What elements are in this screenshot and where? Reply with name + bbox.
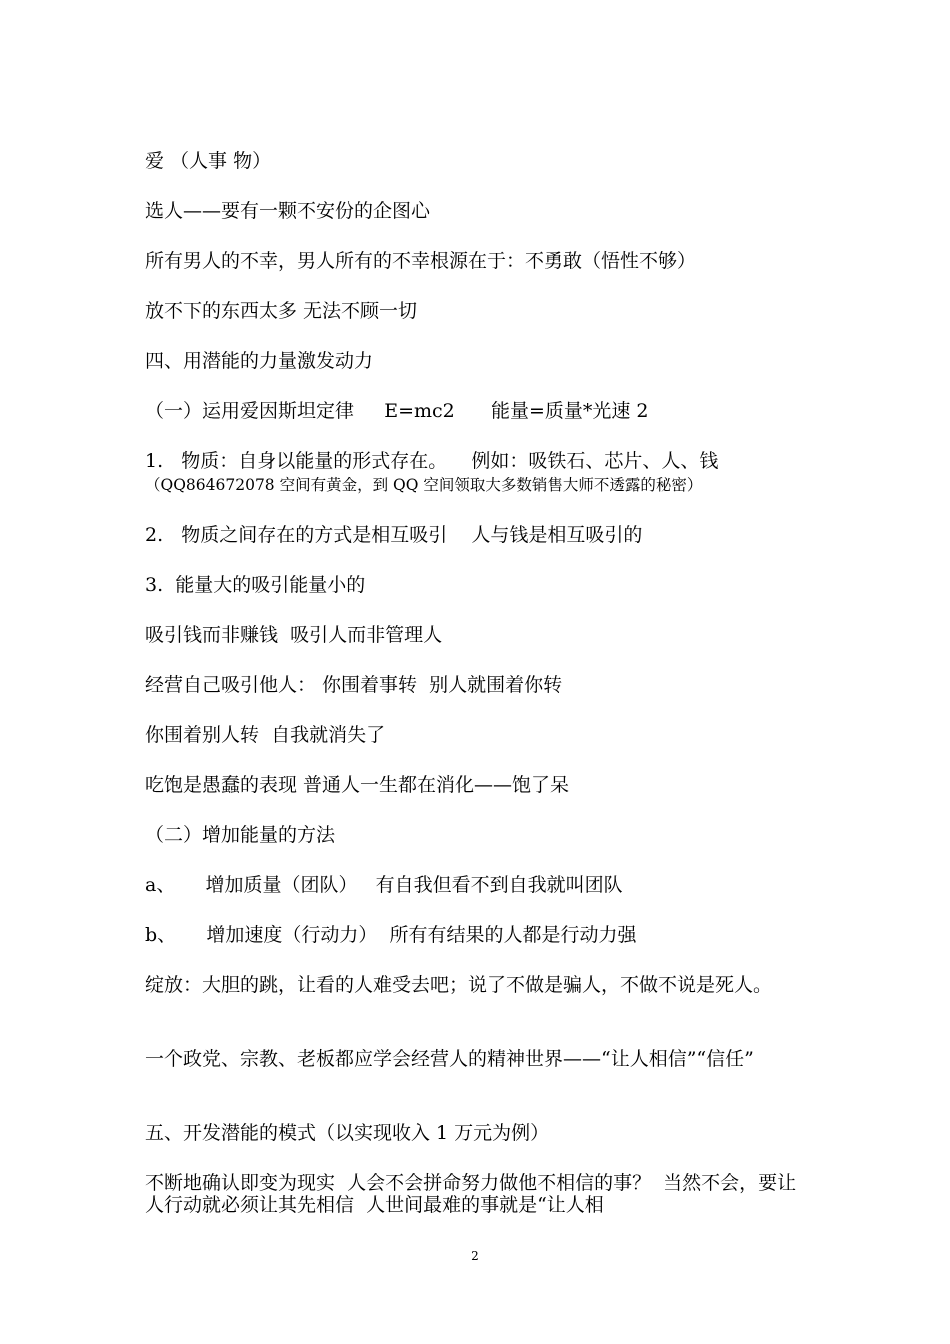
- paragraph: 不断地确认即变为现实 人会不会拼命努力做他不相信的事？ 当然不会，要让人行动就必须让其先相信 人世间最难的事就是“让人相: [145, 1172, 797, 1216]
- text-line: 放不下的东西太多 无法不顾一切: [145, 300, 418, 322]
- text-line: 爱 （人事 物）: [145, 150, 272, 172]
- subsection-heading: （二）增加能量的方法: [145, 824, 336, 846]
- list-item: 3. 能量大的吸引能量小的: [145, 574, 366, 596]
- text-line: 经营自己吸引他人： 你围着事转 别人就围着你转: [145, 674, 563, 696]
- section-heading: 四、用潜能的力量激发动力: [145, 350, 374, 372]
- text-line: 吸引钱而非赚钱 吸引人而非管理人: [145, 624, 443, 646]
- section-heading: 五、开发潜能的模式（以实现收入 1 万元为例）: [145, 1122, 550, 1144]
- list-item: 2. 物质之间存在的方式是相互吸引 人与钱是相互吸引的: [145, 524, 643, 546]
- note-line: （QQ864672078 空间有黄金，到 QQ 空间领取大多数销售大师不透露的秘密）: [145, 476, 703, 494]
- subsection-heading: （一）运用爱因斯坦定律 E=mc2 能量=质量*光速 2: [145, 400, 649, 422]
- list-item: 1. 物质：自身以能量的形式存在。 例如：吸铁石、芯片、人、钱: [145, 450, 719, 472]
- paragraph: 一个政党、宗教、老板都应学会经营人的精神世界——“让人相信”“信任”: [145, 1048, 754, 1070]
- text-line: 吃饱是愚蠢的表现 普通人一生都在消化——饱了呆: [145, 774, 570, 796]
- list-item: a、 增加质量（团队） 有自我但看不到自我就叫团队: [145, 874, 623, 896]
- paragraph: 绽放：大胆的跳，让看的人难受去吧；说了不做是骗人，不做不说是死人。: [145, 974, 773, 996]
- list-item: b、 增加速度（行动力） 所有有结果的人都是行动力强: [145, 924, 637, 946]
- text-line: 你围着别人转 自我就消失了: [145, 724, 386, 746]
- page-number: 2: [471, 1249, 479, 1263]
- text-line: 选人——要有一颗不安份的企图心: [145, 200, 431, 222]
- text-line: 所有男人的不幸，男人所有的不幸根源在于：不勇敢（悟性不够）: [145, 250, 697, 272]
